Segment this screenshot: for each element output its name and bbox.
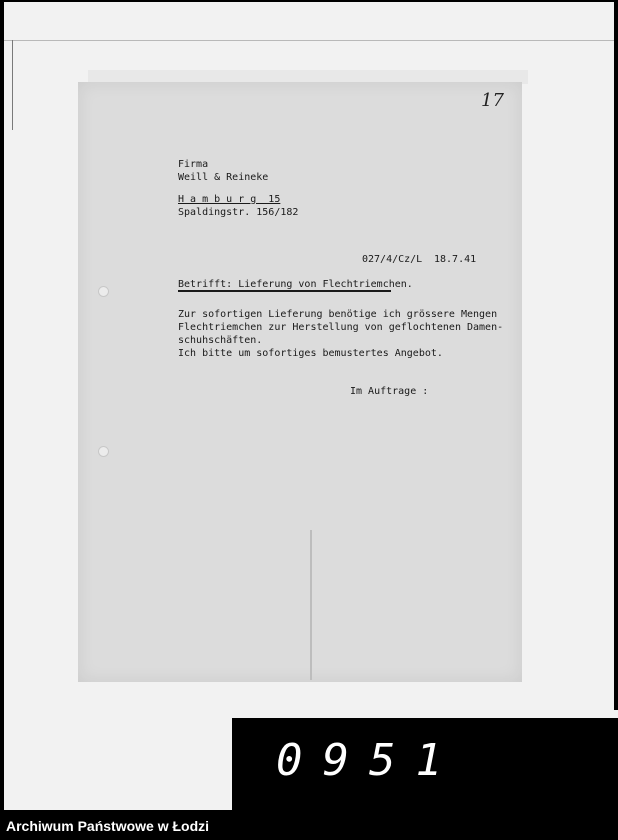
sheet-fold-mark (310, 530, 312, 680)
address-street: Spaldingstr. 156/182 (178, 207, 299, 218)
page-mark: 17 (481, 90, 504, 111)
body-line: schuhschäften. (178, 335, 263, 346)
frame-number: 0951 (276, 735, 462, 786)
punch-hole (98, 446, 109, 457)
address-city: H a m b u r g 15 (178, 194, 281, 205)
archive-name: Archiwum Państwowe w Łodzi (6, 818, 210, 834)
subject-underline (178, 290, 391, 292)
punch-hole (98, 286, 109, 297)
body-line: Flechtriemchen zur Herstellung von geflochtenen Damen- (178, 322, 504, 333)
mount-guide-line (4, 40, 614, 41)
body-line: Zur sofortigen Lieferung benötige ich grössere Mengen (178, 309, 498, 320)
subject-line: Betrifft: Lieferung von Flechtriemchen. (178, 279, 413, 290)
firm-name: Weill & Reineke (178, 172, 269, 183)
mount-edge-mark (12, 40, 13, 130)
archive-footer (0, 812, 618, 840)
document-sheet (78, 82, 522, 682)
strip-gap (232, 710, 618, 718)
document-date: 18.7.41 (434, 254, 477, 265)
body-line: Ich bitte um sofortiges bemustertes Angebot. (178, 348, 443, 359)
closing-formula: Im Auftrage : (350, 386, 429, 397)
firm-label: Firma (178, 159, 209, 170)
reference-number: 027/4/Cz/L (362, 254, 423, 265)
